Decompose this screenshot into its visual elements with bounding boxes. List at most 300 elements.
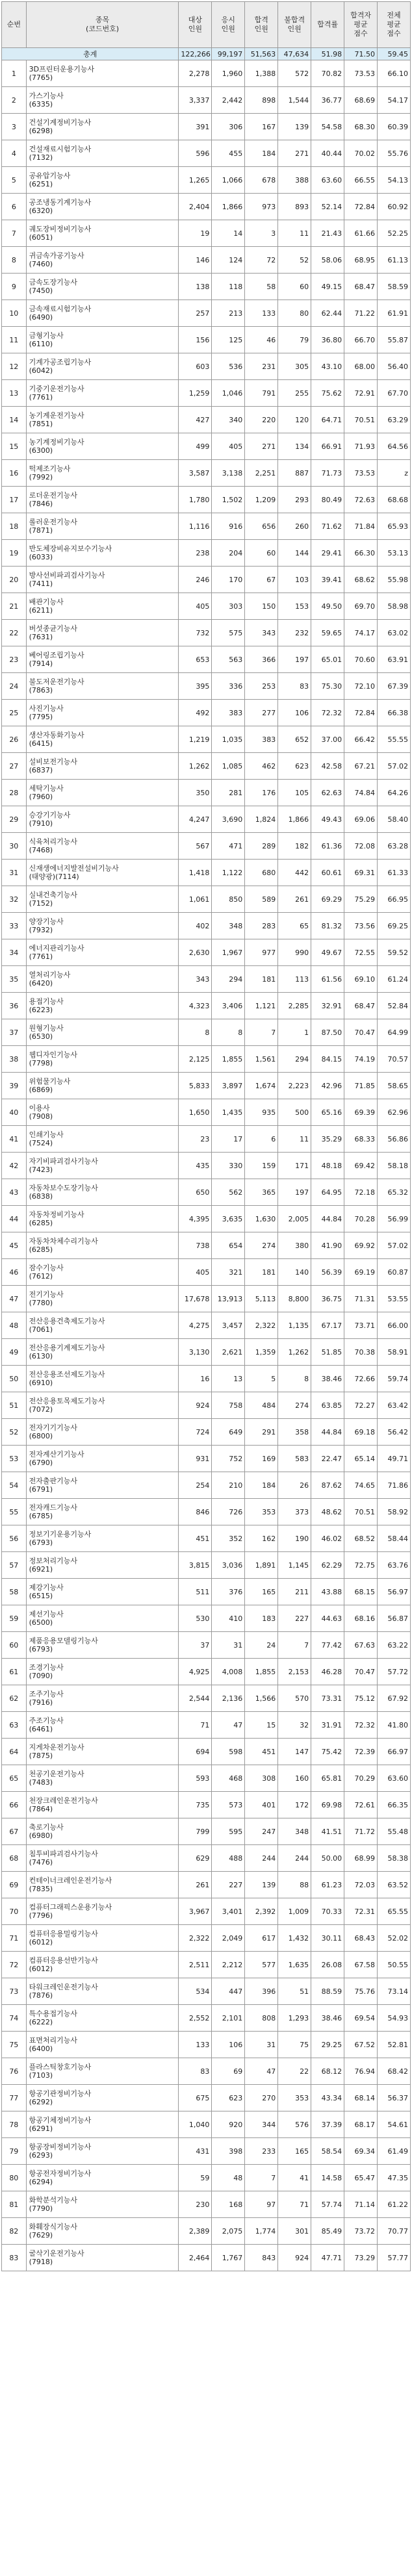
row-pass-avg: 72.84 — [344, 700, 378, 726]
table-row — [2, 2191, 411, 2218]
row-pass-rate: 37.00 — [311, 726, 344, 753]
row-pass-rate: 42.96 — [311, 1073, 344, 1099]
item-name: 용접기능사 — [29, 997, 64, 1006]
table-row — [2, 2085, 411, 2111]
item-name: 전자계산기기능사 — [29, 1450, 84, 1459]
row-pass-rate: 52.14 — [311, 194, 344, 220]
row-pass-avg: 68.69 — [344, 87, 378, 114]
row-takers: 106 — [212, 2032, 245, 2058]
row-pass-avg: 69.54 — [344, 2005, 378, 2032]
row-overall-avg: 67.92 — [378, 1685, 411, 1712]
row-failed: 1,544 — [278, 87, 311, 114]
row-takers: 2,136 — [212, 1685, 245, 1712]
row-name — [26, 2218, 179, 2245]
row-no: 80 — [2, 2165, 27, 2191]
table-row — [2, 380, 411, 407]
row-takers: 1,767 — [212, 2245, 245, 2271]
row-applicants: 653 — [179, 646, 212, 673]
row-takers: 3,401 — [212, 1898, 245, 1925]
row-overall-avg: 52.25 — [378, 220, 411, 247]
row-no: 30 — [2, 833, 27, 860]
row-takers: 455 — [212, 140, 245, 167]
row-applicants: 156 — [179, 327, 212, 353]
row-name — [26, 1019, 179, 1046]
row-overall-avg: 71.86 — [378, 1472, 411, 1499]
header-applicants — [179, 2, 212, 48]
row-overall-avg: 63.22 — [378, 1632, 411, 1659]
row-pass-rate: 29.25 — [311, 2032, 344, 2058]
row-pass-avg: 68.14 — [344, 2085, 378, 2111]
row-pass-avg: 68.52 — [344, 1525, 378, 1552]
row-pass-avg: 73.53 — [344, 60, 378, 87]
row-name — [26, 1659, 179, 1685]
row-failed: 2,223 — [278, 1073, 311, 1099]
row-passed: 58 — [245, 274, 278, 300]
row-pass-rate: 14.58 — [311, 2165, 344, 2191]
row-takers: 2,442 — [212, 87, 245, 114]
row-pass-rate: 65.81 — [311, 1765, 344, 1792]
row-applicants: 3,130 — [179, 1339, 212, 1366]
row-failed: 1,135 — [278, 1312, 311, 1339]
row-pass-avg: 68.43 — [344, 1925, 378, 1952]
item-code: (7916) — [29, 1698, 53, 1707]
row-pass-avg: 73.29 — [344, 2245, 378, 2271]
row-applicants: 738 — [179, 1232, 212, 1259]
table-row — [2, 1312, 411, 1339]
item-name: 금형기능사 — [29, 331, 64, 340]
row-passed: 484 — [245, 1392, 278, 1419]
row-pass-rate: 21.43 — [311, 220, 344, 247]
row-name — [26, 1872, 179, 1898]
table-row — [2, 993, 411, 1019]
table-row — [2, 700, 411, 726]
row-failed: 182 — [278, 833, 311, 860]
table-row — [2, 1632, 411, 1659]
item-name: 사진기능사 — [29, 704, 64, 713]
item-code: (태양광)(7114) — [29, 873, 79, 881]
row-passed: 353 — [245, 1499, 278, 1525]
row-pass-avg: 71.72 — [344, 1818, 378, 1845]
row-overall-avg: 65.93 — [378, 513, 411, 540]
row-no: 36 — [2, 993, 27, 1019]
row-name — [26, 1472, 179, 1499]
row-overall-avg: 57.72 — [378, 1659, 411, 1685]
table-row — [2, 806, 411, 833]
row-failed: 623 — [278, 753, 311, 780]
row-name — [26, 1499, 179, 1525]
exam-results-table — [1, 1, 411, 2271]
row-pass-rate: 66.91 — [311, 433, 344, 460]
row-pass-rate: 48.62 — [311, 1499, 344, 1525]
table-row — [2, 1179, 411, 1206]
row-name — [26, 673, 179, 700]
row-pass-rate: 64.95 — [311, 1179, 344, 1206]
row-passed: 656 — [245, 513, 278, 540]
row-name — [26, 353, 179, 380]
row-applicants: 511 — [179, 1579, 212, 1605]
row-passed: 244 — [245, 1845, 278, 1872]
row-pass-avg: 72.32 — [344, 1712, 378, 1739]
row-pass-rate: 65.01 — [311, 646, 344, 673]
row-passed: 5,113 — [245, 1286, 278, 1312]
row-pass-rate: 48.18 — [311, 1153, 344, 1179]
row-no: 9 — [2, 274, 27, 300]
row-name — [26, 2085, 179, 2111]
item-code: (7910) — [29, 819, 53, 828]
row-applicants: 37 — [179, 1632, 212, 1659]
row-overall-avg: 55.76 — [378, 140, 411, 167]
item-code: (6800) — [29, 1432, 53, 1440]
row-no: 41 — [2, 1126, 27, 1153]
row-failed: 301 — [278, 2218, 311, 2245]
table-row — [2, 1286, 411, 1312]
row-pass-rate: 61.56 — [311, 966, 344, 993]
row-name — [26, 1792, 179, 1818]
row-pass-rate: 49.50 — [311, 593, 344, 620]
item-code: (7790) — [29, 2204, 53, 2213]
table-row — [2, 1925, 411, 1952]
item-name: 조경기능사 — [29, 1663, 64, 1672]
table-row — [2, 620, 411, 646]
row-passed: 808 — [245, 2005, 278, 2032]
row-overall-avg: 66.00 — [378, 1312, 411, 1339]
item-name: 공유압기능사 — [29, 172, 71, 180]
row-no: 23 — [2, 646, 27, 673]
row-overall-avg: 65.55 — [378, 1898, 411, 1925]
item-name: 위험물기능사 — [29, 1077, 71, 1086]
row-name — [26, 806, 179, 833]
row-takers: 3,897 — [212, 1073, 245, 1099]
table-row — [2, 1419, 411, 1446]
item-name: 금속도장기능사 — [29, 278, 78, 287]
row-overall-avg: 63.28 — [378, 833, 411, 860]
row-pass-avg: 69.10 — [344, 966, 378, 993]
table-row — [2, 753, 411, 780]
row-pass-rate: 62.63 — [311, 780, 344, 806]
row-passed: 15 — [245, 1712, 278, 1739]
row-pass-rate: 75.42 — [311, 1739, 344, 1765]
row-takers: 118 — [212, 274, 245, 300]
row-applicants: 138 — [179, 274, 212, 300]
item-code: (6294) — [29, 2178, 53, 2186]
row-takers: 916 — [212, 513, 245, 540]
row-name — [26, 433, 179, 460]
row-overall-avg: 54.17 — [378, 87, 411, 114]
row-no: 62 — [2, 1685, 27, 1712]
row-takers: 376 — [212, 1579, 245, 1605]
row-passed: 1,566 — [245, 1685, 278, 1712]
row-overall-avg: 41.80 — [378, 1712, 411, 1739]
row-pass-avg: 65.14 — [344, 1446, 378, 1472]
row-failed: 197 — [278, 1179, 311, 1206]
item-name: 버섯종균기능사 — [29, 624, 78, 633]
row-pass-avg: 72.08 — [344, 833, 378, 860]
summary-row — [2, 48, 411, 60]
row-pass-avg: 75.29 — [344, 886, 378, 913]
table-row — [2, 780, 411, 806]
row-pass-rate: 68.12 — [311, 2058, 344, 2085]
row-pass-rate: 50.00 — [311, 1845, 344, 1872]
row-passed: 184 — [245, 140, 278, 167]
row-pass-rate: 62.44 — [311, 300, 344, 327]
row-failed: 255 — [278, 380, 311, 407]
row-failed: 134 — [278, 433, 311, 460]
table-row — [2, 1392, 411, 1419]
table-row — [2, 1552, 411, 1579]
row-failed: 924 — [278, 2245, 311, 2271]
row-takers: 471 — [212, 833, 245, 860]
item-name: 잠수기능사 — [29, 1264, 64, 1272]
item-name: 컨테이너크레인운전기능사 — [29, 1876, 112, 1885]
item-name: 건설재료시험기능사 — [29, 145, 92, 153]
row-takers: 398 — [212, 2138, 245, 2165]
row-overall-avg: 63.60 — [378, 1765, 411, 1792]
row-pass-avg: 67.52 — [344, 2032, 378, 2058]
row-pass-avg: 66.42 — [344, 726, 378, 753]
row-applicants: 629 — [179, 1845, 212, 1872]
row-applicants: 4,275 — [179, 1312, 212, 1339]
row-pass-avg: 72.75 — [344, 1552, 378, 1579]
row-overall-avg: 63.91 — [378, 646, 411, 673]
row-takers: 303 — [212, 593, 245, 620]
row-name — [26, 1073, 179, 1099]
row-no: 4 — [2, 140, 27, 167]
row-takers: 48 — [212, 2165, 245, 2191]
row-name — [26, 1552, 179, 1579]
row-pass-rate: 46.02 — [311, 1525, 344, 1552]
row-passed: 843 — [245, 2245, 278, 2271]
row-takers: 31 — [212, 1632, 245, 1659]
item-code: (7524) — [29, 1139, 53, 1147]
row-takers: 17 — [212, 1126, 245, 1153]
row-passed: 139 — [245, 1872, 278, 1898]
row-overall-avg: 61.33 — [378, 860, 411, 886]
row-passed: 1,359 — [245, 1339, 278, 1366]
item-code: (7103) — [29, 2071, 53, 2080]
row-applicants: 405 — [179, 1259, 212, 1286]
row-applicants: 567 — [179, 833, 212, 860]
row-pass-avg: 68.00 — [344, 353, 378, 380]
row-pass-rate: 58.54 — [311, 2138, 344, 2165]
row-passed: 680 — [245, 860, 278, 886]
table-row — [2, 540, 411, 567]
row-overall-avg: 54.93 — [378, 2005, 411, 2032]
row-takers: 563 — [212, 646, 245, 673]
row-pass-rate: 81.32 — [311, 913, 344, 939]
row-takers: 168 — [212, 2191, 245, 2218]
row-overall-avg: 55.48 — [378, 1818, 411, 1845]
item-name: 천공기운전기능사 — [29, 1770, 84, 1778]
row-passed: 344 — [245, 2111, 278, 2138]
table-row — [2, 1685, 411, 1712]
row-pass-avg: 72.61 — [344, 1792, 378, 1818]
row-takers: 2,621 — [212, 1339, 245, 1366]
row-applicants: 1,265 — [179, 167, 212, 194]
row-overall-avg: 54.13 — [378, 167, 411, 194]
item-name: 금속재료시험기능사 — [29, 305, 92, 313]
row-pass-avg: 69.42 — [344, 1153, 378, 1179]
row-no: 14 — [2, 407, 27, 433]
row-pass-avg: 66.70 — [344, 327, 378, 353]
row-pass-avg: 68.47 — [344, 993, 378, 1019]
row-no: 42 — [2, 1153, 27, 1179]
row-takers: 348 — [212, 913, 245, 939]
row-overall-avg: 67.39 — [378, 673, 411, 700]
row-overall-avg: 50.55 — [378, 1952, 411, 1978]
row-pass-rate: 30.11 — [311, 1925, 344, 1952]
row-passed: 181 — [245, 966, 278, 993]
row-takers: 1,122 — [212, 860, 245, 886]
row-applicants: 3,337 — [179, 87, 212, 114]
row-pass-avg: 68.99 — [344, 1845, 378, 1872]
item-name: 실내건축기능사 — [29, 891, 78, 899]
row-takers: 383 — [212, 700, 245, 726]
row-applicants: 2,322 — [179, 1925, 212, 1952]
row-failed: 88 — [278, 1872, 311, 1898]
row-name — [26, 2005, 179, 2032]
row-no: 68 — [2, 1845, 27, 1872]
item-name: 지게차운전기능사 — [29, 1743, 84, 1752]
row-pass-avg: 70.47 — [344, 1659, 378, 1685]
row-overall-avg: 63.76 — [378, 1552, 411, 1579]
row-name — [26, 1179, 179, 1206]
row-applicants: 2,125 — [179, 1046, 212, 1073]
item-name: 농기계정비기능사 — [29, 438, 84, 446]
row-pass-avg: 72.84 — [344, 194, 378, 220]
row-applicants: 596 — [179, 140, 212, 167]
row-failed: 570 — [278, 1685, 311, 1712]
item-code: (7798) — [29, 1059, 53, 1067]
row-pass-rate: 32.91 — [311, 993, 344, 1019]
row-failed: 60 — [278, 274, 311, 300]
row-pass-rate: 44.63 — [311, 1605, 344, 1632]
row-name — [26, 2032, 179, 2058]
row-pass-rate: 49.67 — [311, 939, 344, 966]
row-overall-avg: 58.40 — [378, 806, 411, 833]
row-pass-rate: 43.10 — [311, 353, 344, 380]
row-no: 20 — [2, 567, 27, 593]
row-pass-avg: 71.14 — [344, 2191, 378, 2218]
row-failed: 51 — [278, 1978, 311, 2005]
row-name — [26, 1046, 179, 1073]
row-passed: 176 — [245, 780, 278, 806]
row-overall-avg: 63.52 — [378, 1872, 411, 1898]
row-applicants: 254 — [179, 1472, 212, 1499]
item-name: 전산응용건축제도기능사 — [29, 1317, 105, 1325]
row-failed: 232 — [278, 620, 311, 646]
item-name: 승강기기능사 — [29, 811, 71, 819]
row-pass-avg: 72.31 — [344, 1898, 378, 1925]
row-pass-rate: 35.29 — [311, 1126, 344, 1153]
item-name: 항공전자정비기능사 — [29, 2169, 92, 2178]
table-row — [2, 913, 411, 939]
row-no: 75 — [2, 2032, 27, 2058]
row-failed: 572 — [278, 60, 311, 87]
row-failed: 32 — [278, 1712, 311, 1739]
row-applicants: 8 — [179, 1019, 212, 1046]
row-pass-avg: 72.10 — [344, 673, 378, 700]
row-applicants: 405 — [179, 593, 212, 620]
row-overall-avg: 68.42 — [378, 2058, 411, 2085]
item-name: 귀금속가공기능사 — [29, 251, 84, 260]
row-applicants: 431 — [179, 2138, 212, 2165]
header-takers-text: 응시 인원 — [221, 16, 235, 33]
item-code: (6285) — [29, 1219, 53, 1227]
row-takers: 47 — [212, 1712, 245, 1739]
row-name — [26, 1952, 179, 1978]
item-name: 특수용접기능사 — [29, 2009, 78, 2018]
row-failed: 160 — [278, 1765, 311, 1792]
row-passed: 396 — [245, 1978, 278, 2005]
item-code: (7780) — [29, 1299, 53, 1307]
item-name: 항공장비정비기능사 — [29, 2143, 92, 2151]
row-applicants: 530 — [179, 1605, 212, 1632]
row-name — [26, 274, 179, 300]
row-pass-avg: 68.47 — [344, 274, 378, 300]
table-row — [2, 1099, 411, 1126]
row-pass-avg: 71.31 — [344, 1286, 378, 1312]
row-failed: 294 — [278, 1046, 311, 1073]
row-pass-avg: 67.63 — [344, 1632, 378, 1659]
row-takers: 14 — [212, 220, 245, 247]
item-code: (7846) — [29, 500, 53, 508]
item-code: (7851) — [29, 420, 53, 428]
table-row — [2, 2245, 411, 2271]
summary-overall-avg: 59.45 — [378, 48, 411, 60]
row-no: 79 — [2, 2138, 27, 2165]
item-name: 전기기능사 — [29, 1290, 64, 1299]
table-row — [2, 567, 411, 593]
row-takers: 1,035 — [212, 726, 245, 753]
row-overall-avg: 66.35 — [378, 1792, 411, 1818]
row-pass-avg: 74.84 — [344, 780, 378, 806]
row-overall-avg: z — [378, 460, 411, 487]
row-pass-rate: 59.65 — [311, 620, 344, 646]
row-no: 21 — [2, 593, 27, 620]
row-failed: 172 — [278, 1792, 311, 1818]
row-no: 33 — [2, 913, 27, 939]
row-pass-rate: 70.33 — [311, 1898, 344, 1925]
item-name: 열처리기능사 — [29, 971, 71, 979]
item-code: (6292) — [29, 2098, 53, 2106]
row-pass-rate: 29.41 — [311, 540, 344, 567]
row-pass-avg: 74.17 — [344, 620, 378, 646]
item-code: (7863) — [29, 686, 53, 695]
row-applicants: 2,630 — [179, 939, 212, 966]
row-takers: 573 — [212, 1792, 245, 1818]
item-code: (7765) — [29, 73, 53, 82]
row-pass-rate: 47.71 — [311, 2245, 344, 2271]
row-applicants: 261 — [179, 1872, 212, 1898]
row-failed: 139 — [278, 114, 311, 140]
row-pass-avg: 73.71 — [344, 1312, 378, 1339]
table-row — [2, 939, 411, 966]
row-pass-avg: 72.66 — [344, 1366, 378, 1392]
item-name: 제선기능사 — [29, 1610, 64, 1618]
row-passed: 1,209 — [245, 487, 278, 513]
row-no: 65 — [2, 1765, 27, 1792]
row-no: 57 — [2, 1552, 27, 1579]
row-pass-avg: 72.55 — [344, 939, 378, 966]
row-passed: 291 — [245, 1419, 278, 1446]
row-overall-avg: 64.56 — [378, 433, 411, 460]
row-failed: 274 — [278, 1392, 311, 1419]
row-pass-rate: 22.47 — [311, 1446, 344, 1472]
row-no: 16 — [2, 460, 27, 487]
row-failed: 576 — [278, 2111, 311, 2138]
row-pass-avg: 71.93 — [344, 433, 378, 460]
row-applicants: 2,511 — [179, 1952, 212, 1978]
